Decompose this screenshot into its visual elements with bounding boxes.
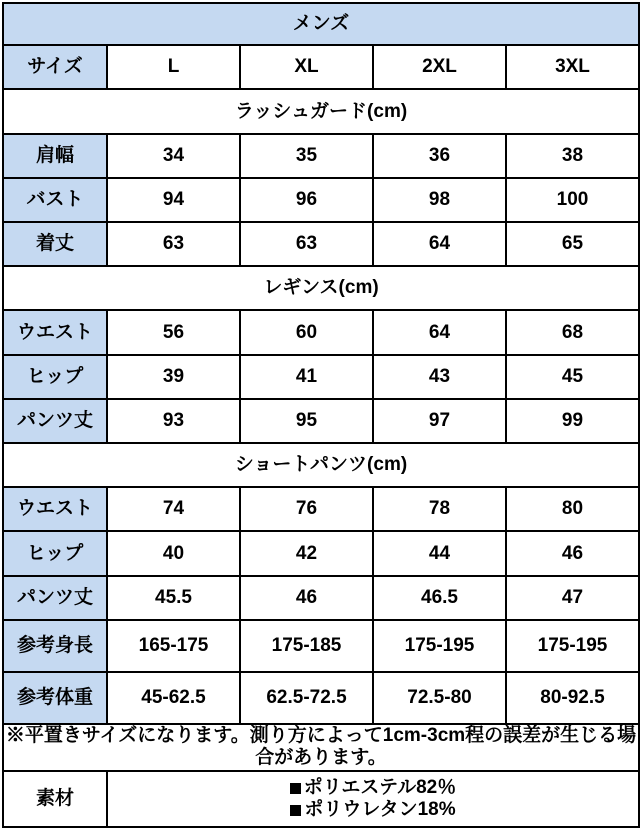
table-title: メンズ (3, 3, 639, 45)
row-label: パンツ丈 (3, 576, 107, 620)
value-cell: 165-175 (107, 620, 240, 672)
section-title: ショートパンツ(cm) (3, 443, 639, 487)
table-row (3, 487, 639, 531)
table-row (3, 222, 639, 266)
row-label: ヒップ (3, 355, 107, 399)
row-label: バスト (3, 178, 107, 222)
row-label: 参考体重 (3, 672, 107, 724)
size-table (2, 2, 640, 828)
material-item: ポリウレタン18% (108, 799, 638, 821)
value-cell: 46 (506, 531, 639, 575)
table-row (3, 310, 639, 354)
value-cell: 56 (107, 310, 240, 354)
value-cell: 93 (107, 399, 240, 443)
value-cell: 46 (240, 576, 373, 620)
table-row (3, 576, 639, 620)
value-cell: 100 (506, 178, 639, 222)
table-row (3, 531, 639, 575)
square-bullet-icon (290, 805, 301, 816)
table-row (3, 178, 639, 222)
value-cell: 63 (240, 222, 373, 266)
value-cell: 39 (107, 355, 240, 399)
value-cell: 38 (506, 134, 639, 178)
value-cell: 41 (240, 355, 373, 399)
value-cell: 99 (506, 399, 639, 443)
value-cell: 175-195 (373, 620, 506, 672)
table-row (3, 355, 639, 399)
value-cell: 45 (506, 355, 639, 399)
size-header-cell: L (107, 45, 240, 89)
value-cell: 65 (506, 222, 639, 266)
value-cell: 80-92.5 (506, 672, 639, 724)
row-label: 肩幅 (3, 134, 107, 178)
value-cell: 95 (240, 399, 373, 443)
size-header-cell: 2XL (373, 45, 506, 89)
value-cell: 74 (107, 487, 240, 531)
value-cell: 97 (373, 399, 506, 443)
value-cell: 45.5 (107, 576, 240, 620)
value-cell: 63 (107, 222, 240, 266)
value-cell: 40 (107, 531, 240, 575)
value-cell: 64 (373, 310, 506, 354)
value-cell: 78 (373, 487, 506, 531)
value-cell: 96 (240, 178, 373, 222)
value-cell: 94 (107, 178, 240, 222)
section-title: ラッシュガード(cm) (3, 89, 639, 133)
value-cell: 64 (373, 222, 506, 266)
table-row (3, 399, 639, 443)
size-header-label: サイズ (3, 45, 107, 89)
row-label: ウエスト (3, 310, 107, 354)
value-cell: 44 (373, 531, 506, 575)
value-cell: 62.5-72.5 (240, 672, 373, 724)
table-row (3, 672, 639, 724)
value-cell: 43 (373, 355, 506, 399)
value-cell: 47 (506, 576, 639, 620)
value-cell: 175-195 (506, 620, 639, 672)
material-label: 素材 (3, 771, 107, 827)
row-label: ウエスト (3, 487, 107, 531)
row-label: ヒップ (3, 531, 107, 575)
value-cell: 36 (373, 134, 506, 178)
row-label: 参考身長 (3, 620, 107, 672)
value-cell: 68 (506, 310, 639, 354)
measurement-note: ※平置きサイズになります。測り方によって1cm-3cm程の誤差が生じる場合があります。 (3, 724, 639, 770)
value-cell: 35 (240, 134, 373, 178)
size-header-cell: 3XL (506, 45, 639, 89)
material-item: ポリエステル82％ (108, 777, 638, 799)
value-cell: 98 (373, 178, 506, 222)
row-label: 着丈 (3, 222, 107, 266)
value-cell: 45-62.5 (107, 672, 240, 724)
value-cell: 76 (240, 487, 373, 531)
section-title: レギンス(cm) (3, 266, 639, 310)
table-row (3, 620, 639, 672)
value-cell: 72.5-80 (373, 672, 506, 724)
value-cell: 46.5 (373, 576, 506, 620)
value-cell: 34 (107, 134, 240, 178)
material-list (107, 771, 639, 827)
table-row (3, 134, 639, 178)
value-cell: 80 (506, 487, 639, 531)
value-cell: 60 (240, 310, 373, 354)
value-cell: 175-185 (240, 620, 373, 672)
square-bullet-icon (290, 783, 301, 794)
size-header-cell: XL (240, 45, 373, 89)
value-cell: 42 (240, 531, 373, 575)
row-label: パンツ丈 (3, 399, 107, 443)
